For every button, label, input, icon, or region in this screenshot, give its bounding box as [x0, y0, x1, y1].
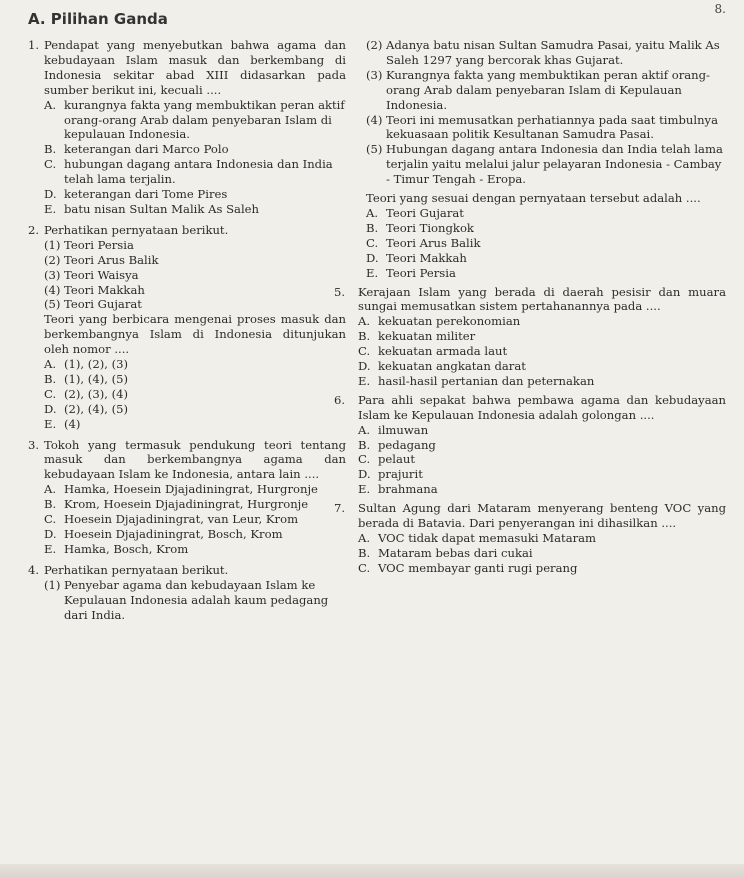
option-text: Krom, Hoesein Djajadiningrat, Hurgronje: [64, 497, 309, 512]
option-text: batu nisan Sultan Malik As Saleh: [64, 201, 259, 216]
question-number: 3.: [28, 437, 40, 452]
option-a[interactable]: [358, 531, 726, 546]
question-7: [334, 501, 726, 576]
option-label: C.: [358, 452, 371, 467]
statement-label: (4): [44, 282, 61, 297]
statement-label: (1): [44, 577, 61, 592]
statement-label: (5): [366, 142, 383, 157]
left-column: [28, 38, 346, 622]
option-list: [44, 482, 346, 557]
option-label: E.: [358, 482, 371, 497]
option-e[interactable]: [44, 417, 346, 432]
option-label: A.: [358, 422, 371, 437]
question-number: 7.: [334, 501, 346, 516]
option-a[interactable]: [358, 314, 726, 329]
footer-strip: [0, 864, 744, 878]
question-text: Pendapat yang menyebutkan bahwa agama dan kebudayaan Islam masuk dan berkembang di Indonesia sekitar abad XIII didasarkan pada sumber berikut ini, kecuali ....: [44, 38, 346, 97]
option-b[interactable]: [358, 438, 726, 453]
statement-item: [44, 253, 346, 268]
statement-list: [44, 238, 346, 313]
option-d[interactable]: [366, 251, 726, 266]
option-e[interactable]: [44, 202, 346, 217]
question-text: Sultan Agung dari Mataram menyerang benteng VOC yang berada di Batavia. Dari penyerangan ini dihasilkan ....: [358, 501, 726, 531]
option-list: [366, 206, 726, 281]
question-text: Para ahli sepakat bahwa pembawa agama dan kebudayaan Islam ke Kepulauan Indonesia adalah golongan ....: [358, 392, 726, 422]
section-title: A. Pilihan Ganda: [28, 10, 168, 28]
option-label: D.: [44, 527, 57, 541]
statement-item: [44, 238, 346, 253]
option-text: Mataram bebas dari cukai: [378, 545, 533, 560]
option-c[interactable]: [358, 344, 726, 359]
statement-text: Adanya batu nisan Sultan Samudra Pasai, yaitu Malik As Saleh 1297 yang bercorak khas Gujarat.: [386, 38, 720, 67]
option-list: [350, 314, 726, 389]
option-list: [44, 98, 346, 217]
option-label: D.: [366, 250, 379, 265]
option-text: kekuatan armada laut: [378, 344, 508, 359]
question-text: Teori yang sesuai dengan pernyataan tersebut adalah ....: [366, 191, 701, 206]
option-d[interactable]: [44, 187, 346, 202]
option-text: brahmana: [378, 482, 438, 497]
question-intro: Perhatikan pernyataan berikut.: [44, 562, 229, 577]
option-label: B.: [358, 329, 371, 344]
statement-text: Teori Persia: [64, 237, 134, 252]
option-text: Teori Arus Balik: [386, 235, 481, 250]
option-label: B.: [44, 142, 57, 157]
option-text: (1), (2), (3): [64, 357, 129, 372]
option-c[interactable]: [366, 236, 726, 251]
option-a[interactable]: [44, 482, 346, 497]
option-text: VOC membayar ganti rugi perang: [378, 560, 578, 575]
option-label: D.: [44, 187, 57, 202]
option-text: (1), (4), (5): [64, 371, 129, 386]
option-text: Teori Tiongkok: [386, 220, 474, 235]
option-text: kekuatan perekonomian: [378, 314, 521, 329]
option-label: C.: [44, 157, 57, 172]
statement-label: (3): [44, 267, 61, 282]
option-d[interactable]: [358, 359, 726, 374]
statement-item: [44, 283, 346, 298]
statement-label: (2): [366, 38, 383, 52]
option-text: Teori Gujarat: [386, 205, 464, 220]
option-e[interactable]: [44, 542, 346, 557]
option-label: A.: [44, 357, 57, 372]
option-label: A.: [358, 314, 371, 329]
option-text: kurangnya fakta yang membuktikan peran aktif orang-orang Arab dalam penyebaran Islam di kepulauan Indonesia.: [64, 97, 345, 142]
option-label: D.: [358, 359, 371, 374]
option-label: B.: [44, 497, 57, 512]
option-text: (2), (4), (5): [64, 401, 129, 416]
option-a[interactable]: [358, 423, 726, 438]
option-label: C.: [44, 386, 57, 401]
option-label: A.: [366, 205, 379, 220]
statement-item: [44, 297, 346, 312]
option-a[interactable]: [44, 357, 346, 372]
option-label: B.: [358, 545, 371, 560]
question-6: [334, 393, 726, 497]
option-b[interactable]: [358, 329, 726, 344]
statement-item: [366, 113, 726, 143]
option-list: [350, 423, 726, 498]
option-text: pelaut: [378, 452, 416, 467]
option-c[interactable]: [358, 452, 726, 467]
question-4: [28, 563, 346, 623]
option-c[interactable]: [44, 512, 346, 527]
option-label: A.: [44, 97, 57, 112]
statement-text: Hubungan dagang antara Indonesia dan India telah lama terjalin yaitu melalui jalur pelayaran Indonesia - Cambay - Timur Tengah - Eropa.: [386, 142, 723, 187]
question-intro: Perhatikan pernyataan berikut.: [44, 222, 229, 237]
statement-text: Kurangnya fakta yang membuktikan peran aktif orang-orang Arab dalam penyebaran Islam di Kepulauan Indonesia.: [386, 67, 710, 112]
option-label: E.: [358, 373, 371, 388]
option-text: Hoesein Djajadiningrat, Bosch, Krom: [64, 527, 283, 541]
option-label: C.: [358, 560, 371, 575]
statement-text: Teori Gujarat: [64, 297, 142, 312]
option-label: B.: [366, 220, 379, 235]
statement-label: (4): [366, 112, 383, 127]
question-1: [28, 38, 346, 217]
option-text: Teori Makkah: [386, 250, 467, 265]
option-c[interactable]: [358, 561, 726, 576]
statement-item: [366, 142, 726, 187]
option-a[interactable]: [366, 206, 726, 221]
option-text: keterangan dari Tome Pires: [64, 187, 228, 202]
option-d[interactable]: [44, 527, 346, 542]
option-c[interactable]: [44, 157, 346, 187]
option-e[interactable]: [366, 266, 726, 281]
statement-label: (2): [44, 252, 61, 267]
option-b[interactable]: [44, 142, 346, 157]
option-b[interactable]: [358, 546, 726, 561]
option-text: kekuatan angkatan darat: [378, 359, 526, 374]
option-text: keterangan dari Marco Polo: [64, 142, 229, 157]
option-label: E.: [44, 201, 57, 216]
option-text: VOC tidak dapat memasuki Mataram: [378, 531, 597, 545]
option-text: Hamka, Hoesein Djajadiningrat, Hurgronje: [64, 482, 318, 497]
option-text: pedagang: [378, 437, 436, 452]
question-number: 1.: [28, 38, 40, 52]
option-text: prajurit: [378, 467, 423, 482]
option-label: E.: [366, 265, 379, 280]
option-label: C.: [44, 512, 57, 527]
statement-text: Teori Arus Balik: [64, 252, 159, 267]
option-text: (4): [64, 416, 81, 431]
option-text: ilmuwan: [378, 422, 429, 437]
question-text: Tokoh yang termasuk pendukung teori tentang masuk dan berkembangnya agama dan kebudayaan Islam ke Indonesia, antara lain ....: [44, 437, 346, 482]
option-e[interactable]: [358, 374, 726, 389]
statement-item: [44, 268, 346, 283]
question-number: 4.: [28, 562, 40, 577]
option-label: C.: [366, 235, 379, 250]
option-b[interactable]: [44, 372, 346, 387]
statement-text: Teori Waisya: [64, 267, 139, 282]
option-label: D.: [44, 401, 57, 416]
option-label: E.: [44, 416, 57, 431]
option-text: Teori Persia: [386, 265, 456, 280]
question-text: Kerajaan Islam yang berada di daerah pesisir dan muara sungai memusatkan sistem pertahanannya pada ....: [358, 284, 726, 314]
option-label: D.: [358, 467, 371, 482]
question-5: [334, 285, 726, 389]
option-list: [44, 357, 346, 432]
question-2: [28, 223, 346, 432]
option-text: kekuatan militer: [378, 329, 476, 344]
option-text: Hoesein Djajadiningrat, van Leur, Krom: [64, 512, 299, 527]
question-number: 5.: [334, 284, 346, 299]
option-list: [350, 531, 726, 576]
right-column: [334, 38, 726, 576]
option-e[interactable]: [358, 482, 726, 497]
statement-text: Penyebar agama dan kebudayaan Islam ke Kepulauan Indonesia adalah kaum pedagang dari India.: [64, 577, 329, 622]
option-b[interactable]: [366, 221, 726, 236]
option-label: C.: [358, 344, 371, 359]
statement-item: [366, 68, 726, 113]
question-number: 2.: [28, 222, 40, 237]
statement-item: [366, 38, 726, 68]
option-b[interactable]: [44, 497, 346, 512]
option-d[interactable]: [44, 402, 346, 417]
question-3: [28, 438, 346, 557]
option-text: hubungan dagang antara Indonesia dan India telah lama terjalin.: [64, 157, 333, 187]
option-d[interactable]: [358, 467, 726, 482]
option-label: A.: [44, 482, 57, 497]
statement-text: Teori ini memusatkan perhatiannya pada saat timbulnya kekuasaan politik Kesultanan Samudra Pasai.: [386, 112, 719, 142]
question-4-continued: [350, 38, 726, 281]
page-number: 8.: [714, 2, 726, 16]
question-text: Teori yang berbicara mengenai proses masuk dan berkembangnya Islam di Indonesia ditunjukan oleh nomor ....: [44, 312, 346, 357]
statement-text: Teori Makkah: [64, 282, 145, 297]
option-label: B.: [44, 371, 57, 386]
option-label: A.: [358, 531, 371, 545]
option-label: B.: [358, 437, 371, 452]
statement-label: (5): [44, 297, 61, 312]
option-text: (2), (3), (4): [64, 386, 129, 401]
option-text: hasil-hasil pertanian dan peternakan: [378, 373, 595, 388]
statement-label: (3): [366, 67, 383, 82]
option-a[interactable]: [44, 98, 346, 143]
option-text: Hamka, Bosch, Krom: [64, 541, 189, 556]
option-c[interactable]: [44, 387, 346, 402]
question-number: 6.: [334, 392, 346, 407]
statement-label: (1): [44, 237, 61, 252]
statement-item: [44, 578, 346, 623]
option-label: E.: [44, 541, 57, 556]
